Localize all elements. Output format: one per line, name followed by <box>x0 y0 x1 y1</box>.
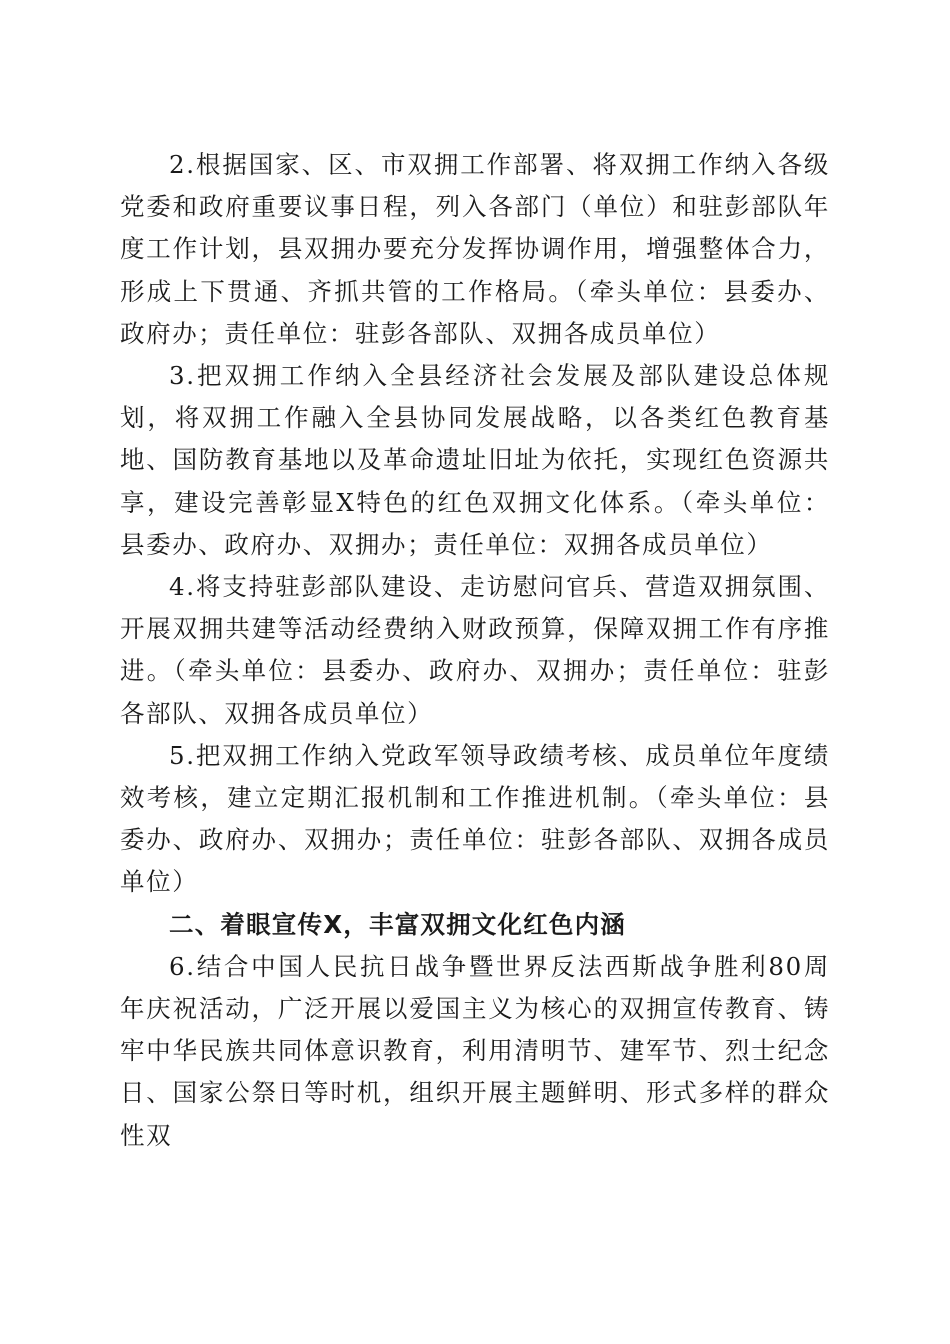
document-body <box>120 144 830 1157</box>
section-heading: 二、着眼宣传X，丰富双拥文化红色内涵 <box>169 909 626 939</box>
paragraph-item-4: 4.将支持驻彭部队建设、走访慰问官兵、营造双拥氛围、开展双拥共建等活动经费纳入财政预算，保障双拥工作有序推进。（牵头单位：县委办、政府办、双拥办；责任单位：驻彭各部队、双拥各成员单位） <box>120 572 830 728</box>
paragraph-item-3: 3.把双拥工作纳入全县经济社会发展及部队建设总体规划，将双拥工作融入全县协同发展战略，以各类红色教育基地、国防教育基地以及革命遗址旧址为依托，实现红色资源共享，建设完善彰显X特色的红色双拥文化体系。（牵头单位：县委办、政府办、双拥办；责任单位：双拥各成员单位） <box>120 361 830 559</box>
paragraph-item-6: 6.结合中国人民抗日战争暨世界反法西斯战争胜利80周年庆祝活动，广泛开展以爱国主义为核心的双拥宣传教育、铸牢中华民族共同体意识教育，利用清明节、建军节、烈士纪念日、国家公祭日等时机，组织开展主题鲜明、形式多样的群众性双 <box>120 951 830 1150</box>
paragraph-item-2: 2.根据国家、区、市双拥工作部署、将双拥工作纳入各级党委和政府重要议事日程，列入各部门（单位）和驻彭部队年度工作计划，县双拥办要充分发挥协调作用，增强整体合力，形成上下贯通、齐抓共管的工作格局。（牵头单位：县委办、政府办；责任单位：驻彭各部队、双拥各成员单位） <box>120 150 830 348</box>
paragraph-item-5: 5.把双拥工作纳入党政军领导政绩考核、成员单位年度绩效考核，建立定期汇报机制和工作推进机制。（牵头单位：县委办、政府办、双拥办；责任单位：驻彭各部队、双拥各成员单位） <box>120 740 830 897</box>
